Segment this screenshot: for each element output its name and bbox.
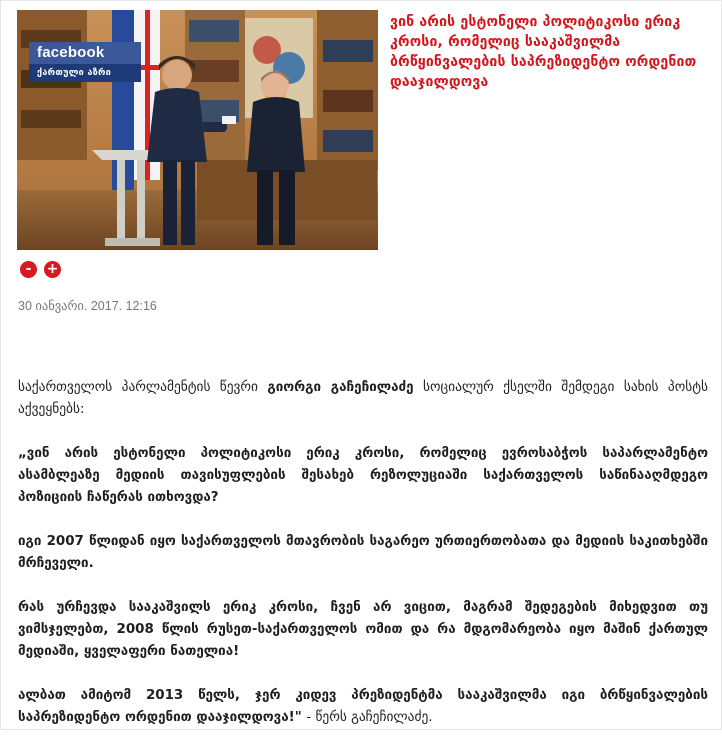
increase-font-button[interactable]: +	[44, 261, 61, 278]
author-name: გიორგი გაჩეჩილაძე	[267, 380, 414, 395]
article-photo	[17, 10, 378, 250]
intro-text-before: საქართველოს პარლამენტის წევრი	[18, 380, 268, 395]
article-body	[18, 377, 708, 751]
publish-date: 30 იანვარი. 2017. 12:16	[18, 299, 157, 313]
article-intro	[18, 377, 708, 421]
source-name-label: ქართული აზრი	[29, 64, 141, 82]
article-paragraph-1: „ვინ არის ესტონელი პოლიტიკოსი ერიკ კროსი, რომელიც ევროსაბჭოს საპარლამენტო ასამბლეაზე მედიის თავისუფლების შესახებ რეზოლუციაში საქართველოს საწინააღმდეგო პოზიციის ჩაწერას ითხოვდა?	[18, 446, 708, 505]
facebook-logo: facebook	[29, 42, 141, 64]
article-headline: ვინ არის ესტონელი პოლიტიკოსი ერიკ კროსი, რომელიც სააკაშვილმა ბრწყინვალების საპრეზიდენტო ორდენით დააჯილდოვა	[390, 14, 697, 90]
quote-attribution: - წერს გაჩეჩილაძე.	[306, 710, 433, 725]
article-paragraph-3: რას ურჩევდა სააკაშვილს ერიკ კროსი, ჩვენ არ ვიცით, მაგრამ შედეგების მიხედვით თუ ვიმსჯელებთ, 2008 წლის რუსეთ-საქართველოს ომით და რა მდგომარეობა იყო მაშინ ქართულ მედიაში, ყველაფერი ნათელია!	[18, 600, 708, 659]
intro-text-after: სოციალურ ქსელში შემდეგი სახის პოსტს აქვეყნებს:	[18, 380, 708, 417]
article-paragraph-4	[18, 685, 708, 729]
article-paragraph-2: იგი 2007 წლიდან იყო საქართველოს მთავრობის საგარეო ურთიერთობათა და მედიის საკითხებში მრჩეველი.	[18, 534, 708, 571]
source-badge	[29, 42, 141, 82]
quote-end: ალბათ ამიტომ 2013 წელს, ჯერ კიდევ პრეზიდენტმა სააკაშვილმა იგი ბრწყინვალების საპრეზიდენტო ორდენით დააჯილდოვა!"	[18, 688, 708, 725]
decrease-font-button[interactable]: -	[20, 261, 37, 278]
